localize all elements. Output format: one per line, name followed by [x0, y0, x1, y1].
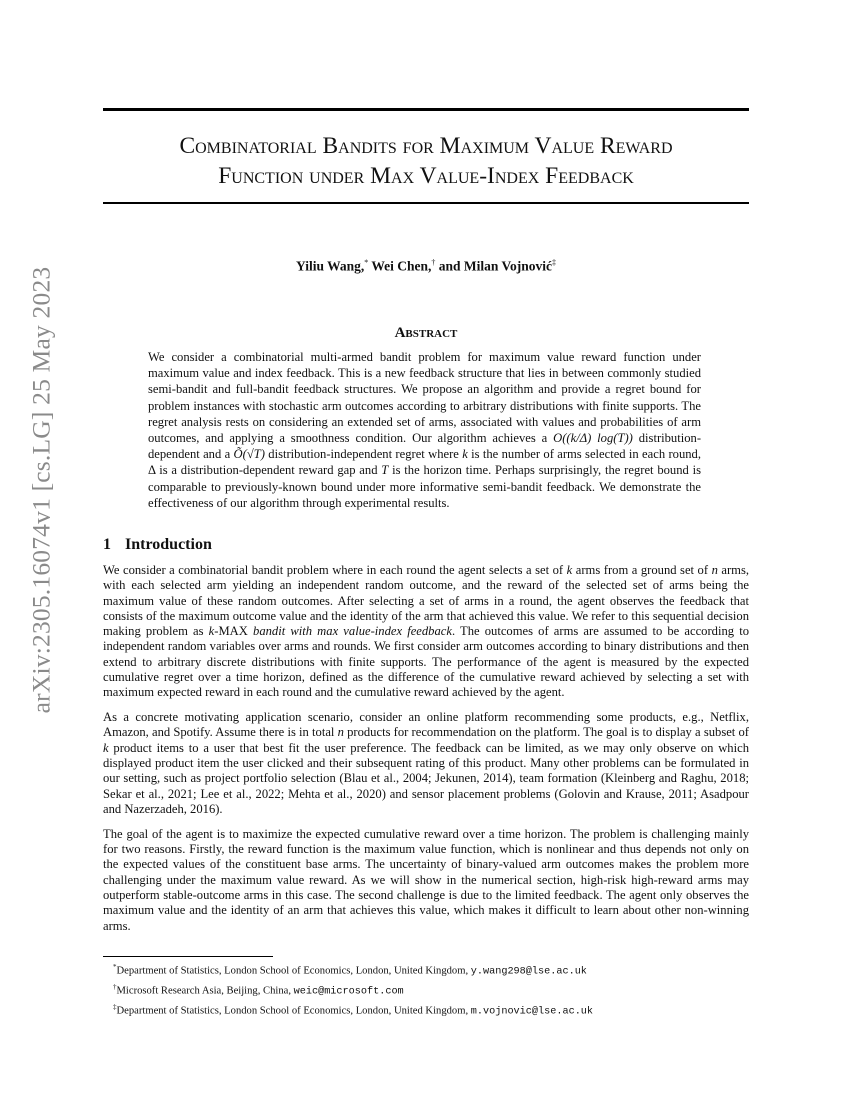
p1-math-kmax-k: k: [208, 624, 215, 639]
p2-part-c: product items to a user that best fit the user preference. The feedback can be limited, as we may only observe on which displayed product item the user clicked and their subsequent rating of this product. Many other problems can be formulated in our setting, such as project portfolio selection (Blau et al., 2004; Jekunen, 2014), team formation (Kleinberg and Raghu, 2018; Sekar et al., 2021; Lee et al., 2022; Mehta et al., 2020) and sensor placement problems (Golovin and Krause, 2011; Asadpour and Nazerzadeh, 2016).: [103, 740, 749, 816]
p1-part-c: arms, with each selected arm yielding an independent random outcome, and the reward of the selected set of arms being the maximum value of these random outcomes. After selecting a set of arms in a round, the agent observes the feedback that consists of the maximum outcome value and the identity of the arm that achieved this value. We refer to this sequential decision making problem as: [103, 563, 750, 639]
p1-part-d: . The outcomes of arms are assumed to be according to independent random variables over arms and rounds. We first consider arm outcomes according to binary distributions and then extend to arbitrary discrete distributions with finite supports. The performance of the agent is measured by the expected cumulative regret over a time horizon, defined as the difference of the cumulative reward achieved by selecting a set with maximum expected reward in each round and the cumulative reward achieved by the agent.: [103, 624, 750, 700]
footnote-1-text: Department of Statistics, London School of Economics, London, United Kingdom,: [116, 965, 471, 977]
author-1-mark: *: [364, 258, 369, 267]
arxiv-identifier-stamp: [6, 266, 76, 714]
abstract-part-5: is a distribution-dependent reward gap and: [155, 463, 382, 478]
author-1: Yiliu Wang,: [295, 258, 365, 274]
title-line-2: Function under Max Value-Index Feedback: [218, 163, 634, 189]
footnote-3-mark: ‡: [113, 1003, 117, 1012]
abstract-part-4: is the number of arms selected in each round,: [467, 447, 701, 462]
abstract-math-bound-2: Õ(√T): [233, 447, 265, 462]
abstract-part-1: We consider a combinatorial multi-armed bandit problem for maximum value reward function under maximum value and index feedback. This is a new feedback structure that lies in between commonly studied semi-bandit and full-bandit feedback structures. We propose an algorithm and provide a regret bound for problem instances with stochastic arm outcomes according to arbitrary distributions with finite supports. The regret analysis rests on considering an extended set of arms, associated with values and probabilities of arm outcomes, and applying a smoothness condition. Our algorithm achieves a: [148, 350, 701, 446]
footnote-2-text: Microsoft Research Asia, Beijing, China,: [116, 985, 294, 997]
footnote-1-email[interactable]: y.wang298@lse.ac.uk: [470, 966, 587, 978]
abstract-part-3: distribution-independent regret where: [264, 447, 463, 462]
intro-paragraph-1: [103, 563, 749, 701]
footnotes: [113, 960, 749, 1020]
p1-max-label: -MAX: [214, 624, 248, 639]
intro-paragraph-3: The goal of the agent is to maximize the expected cumulative reward over a time horizon. The problem is challenging mainly for two reasons. Firstly, the reward function is the maximum value function, which is nonlinear and thus depends not only on the expected values of the constituent base arms. The uncertainty of binary-valued arm outcomes makes the problem more challenging under the maximum value reward. As we will show in the numerical section, high-risk high-reward arms may outperform stable-outcome arms in this case. The second challenge is due to the limited feedback. The agent only observes the maximum value and the identity of an arm that achieves this value, which makes it difficult to learn about other non-winning arms.: [103, 826, 749, 933]
p2-math-k: k: [103, 740, 109, 755]
abstract-math-bound-1: O((k/Δ) log(T)): [553, 431, 633, 446]
arxiv-identifier-text: arXiv:2305.16074v1 [cs.LG] 25 May 2023: [26, 266, 56, 714]
p2-math-n: n: [337, 725, 344, 740]
section-number: 1: [103, 536, 111, 553]
abstract-part-6: is the horizon time. Perhaps surprisingly, the regret bound is comparable to previously-known bound under more informative semi-bandit feedback. We demonstrate the effectiveness of our algorithm through experimental results.: [148, 463, 701, 510]
author-3-mark: ‡: [552, 258, 557, 267]
p1-part-b: arms from a ground set of: [572, 563, 712, 577]
p1-italic-term: bandit with max value-index feedback: [253, 624, 452, 639]
footnote-3-email[interactable]: m.vojnovic@lse.ac.uk: [470, 1006, 594, 1018]
author-list: [103, 258, 749, 275]
footnote-1: [113, 960, 749, 980]
footnote-1-mark: *: [113, 963, 117, 971]
section-heading-introduction: [103, 536, 212, 554]
p1-part-a: We consider a combinatorial bandit problem where in each round the agent selects a set of: [103, 563, 567, 577]
abstract-part-2: distribution-dependent and a: [148, 431, 702, 462]
author-2-mark: †: [431, 258, 436, 267]
title-bottom-rule: [103, 202, 749, 204]
title-line-1: Combinatorial Bandits for Maximum Value Reward: [179, 133, 673, 159]
introduction-body: [103, 563, 749, 943]
author-3: and Milan Vojnović: [438, 258, 553, 274]
title-top-rule: [103, 108, 749, 111]
p2-part-b: products for recommendation on the platform. The goal is to display a subset of: [343, 725, 749, 740]
abstract-math-delta: Δ: [148, 463, 156, 478]
footnote-3-text: Department of Statistics, London School of Economics, London, United Kingdom,: [116, 1005, 471, 1017]
intro-paragraph-2: [103, 710, 749, 817]
abstract-math-k: k: [462, 447, 468, 462]
footnote-2: [113, 980, 749, 1000]
footnote-2-email[interactable]: weic@microsoft.com: [293, 986, 404, 998]
footnote-3: [113, 1000, 749, 1020]
section-title: Introduction: [125, 536, 212, 553]
footnote-rule: [103, 956, 273, 957]
abstract-text: [148, 349, 701, 511]
p1-math-n: n: [711, 563, 718, 577]
paper-title: [103, 131, 749, 191]
abstract-heading: Abstract: [394, 325, 458, 341]
footnote-2-mark: †: [113, 983, 117, 992]
p1-math-k: k: [566, 563, 573, 577]
author-2: Wei Chen,: [371, 258, 432, 274]
abstract-math-T: T: [381, 463, 389, 478]
p2-part-a: As a concrete motivating application scenario, consider an online platform recommending some products, e.g., Netflix, Amazon, and Spotify. Assume there is in total: [103, 710, 749, 740]
